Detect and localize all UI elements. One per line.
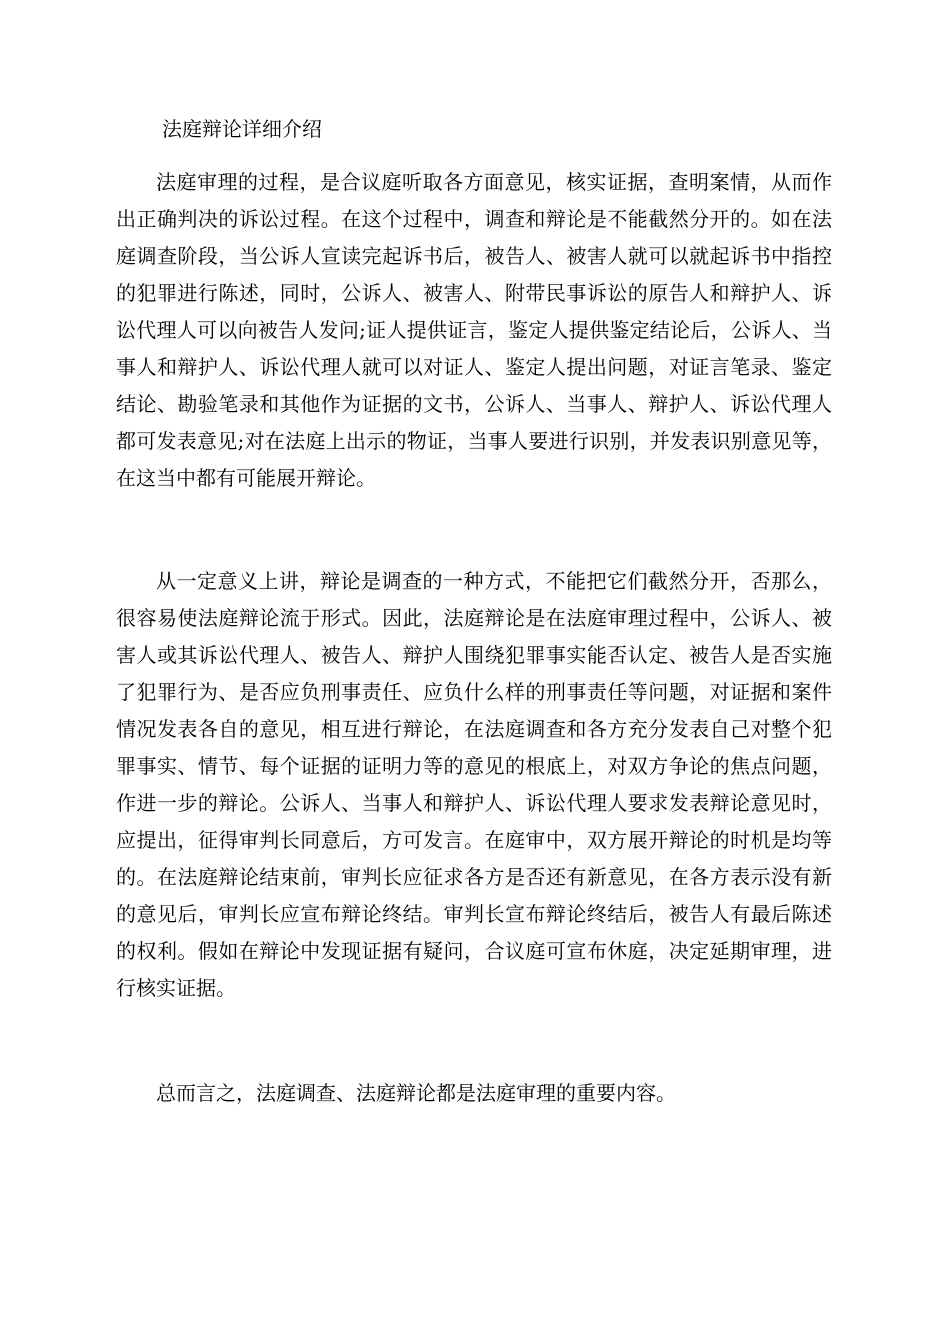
paragraph-2: 从一定意义上讲，辩论是调查的一种方式，不能把它们截然分开，否那么，很容易使法庭辩论流于形式。因此，法庭辩论是在法庭审理过程中，公诉人、被害人或其诉讼代理人、被告人、辩护人围绕犯罪事实能否认定、被告人是否实施了犯罪行为、是否应负刑事责任、应负什么样的刑事责任等问题，对证据和案件情况发表各自的意见，相互进行辩论，在法庭调查和各方充分发表自己对整个犯罪事实、情节、每个证据的证明力等的意见的根底上，对双方争论的焦点问题，作进一步的辩论。公诉人、当事人和辩护人、诉讼代理人要求发表辩论意见时，应提出，征得审判长同意后，方可发言。在庭审中，双方展开辩论的时机是均等的。在法庭辩论结束前，审判长应征求各方是否还有新意见，在各方表示没有新的意见后，审判长应宣布辩论终结。审判长宣布辩论终结后，被告人有最后陈述的权利。假如在辩论中发现证据有疑问，合议庭可宣布休庭，决定延期审理，进行核实证据。 [116,569,832,1000]
document-title: 法庭辩论详细介绍 [162,117,322,141]
paragraph-3: 总而言之，法庭调查、法庭辩论都是法庭审理的重要内容。 [156,1081,676,1105]
paragraph-1: 法庭审理的过程，是合议庭听取各方面意见，核实证据，查明案情，从而作出正确判决的诉讼过程。在这个过程中，调查和辩论是不能截然分开的。如在法庭调查阶段，当公诉人宣读完起诉书后，被告人、被害人就可以就起诉书中指控的犯罪进行陈述，同时，公诉人、被害人、附带民事诉讼的原告人和辩护人、诉讼代理人可以向被告人发问;证人提供证言，鉴定人提供鉴定结论后，公诉人、当事人和辩护人、诉讼代理人就可以对证人、鉴定人提出问题，对证言笔录、鉴定结论、勘验笔录和其他作为证据的文书，公诉人、当事人、辩护人、诉讼代理人都可发表意见;对在法庭上出示的物证，当事人要进行识别，并发表识别意见等，在这当中都有可能展开辩论。 [116,170,832,490]
